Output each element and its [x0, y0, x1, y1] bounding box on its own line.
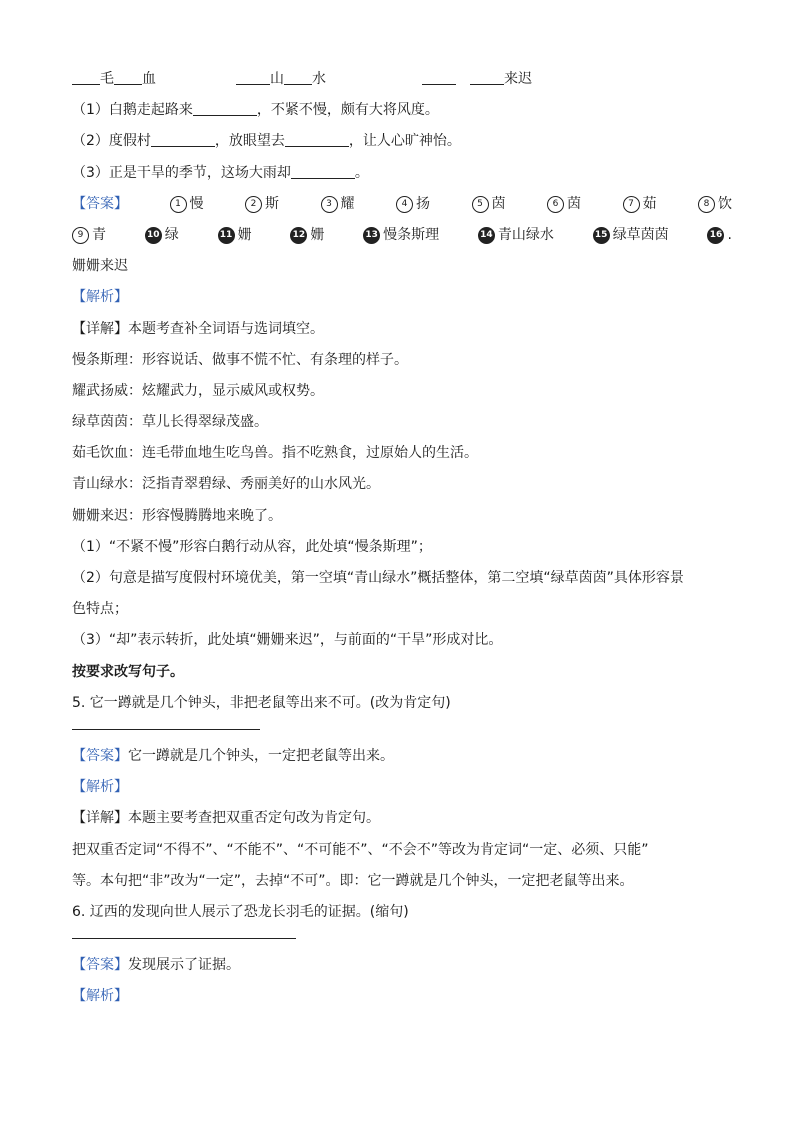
circled-number: 11 — [218, 227, 235, 244]
answer-line[interactable] — [72, 928, 296, 939]
circled-number: 3 — [321, 196, 338, 213]
answer-item: 14 青山绿水 — [478, 220, 554, 251]
circled-number: 14 — [478, 227, 495, 244]
question-2: （2）度假村 ，放眼望去 ，让人心旷神怡。 — [72, 126, 732, 157]
answer-line-q5: 【答案】它一蹲就是几个钟头，一定把老鼠等出来。 — [72, 747, 394, 764]
answer-item: 5 茵 — [472, 189, 506, 220]
definition-line: 耀武扬威：炫耀武力，显示威风或权势。 — [72, 382, 324, 399]
idiom-char: 来迟 — [504, 71, 532, 87]
answer-tag: 【答案】 — [72, 195, 128, 212]
circled-number: 16 — [707, 227, 724, 244]
question-5: 5. 它一蹲就是几个钟头，非把老鼠等出来不可。(改为肯定句) — [72, 694, 451, 711]
blank[interactable] — [470, 68, 504, 85]
idiom-char: 山 — [270, 71, 284, 87]
section-title: 按要求改写句子。 — [72, 663, 184, 680]
idiom-char: 血 — [142, 71, 156, 87]
answer-item: 12 姗 — [290, 220, 324, 251]
answer-item: 6 茵 — [547, 189, 581, 220]
answer-line-q6: 【答案】发现展示了证据。 — [72, 957, 240, 974]
detail-line: 【详解】本题主要考查把双重否定句改为肯定句。 — [72, 810, 380, 827]
circled-number: 4 — [396, 196, 413, 213]
circled-number: 8 — [698, 196, 715, 213]
blank[interactable] — [422, 68, 456, 85]
answer-line[interactable] — [72, 719, 260, 730]
blank[interactable] — [151, 130, 215, 147]
explain-line: （1）“不紧不慢”形容白鹅行动从容，此处填“慢条斯理”； — [72, 538, 432, 555]
analysis-tag: 【解析】 — [72, 289, 128, 306]
idiom-char: 毛 — [100, 71, 114, 87]
answer-item: 4 扬 — [396, 189, 430, 220]
blank[interactable] — [236, 68, 270, 85]
document-page — [72, 64, 732, 1012]
idiom-char: 水 — [312, 71, 326, 87]
definition-line: 茹毛饮血：连毛带血地生吃鸟兽。指不吃熟食，过原始人的生活。 — [72, 445, 478, 462]
idiom-blanks-row — [72, 64, 732, 95]
answer-wrap: 姗姗来迟 — [72, 258, 128, 275]
analysis-tag: 【解析】 — [72, 988, 128, 1005]
answer-item: 9 青 — [72, 220, 106, 251]
answer-item: 1 慢 — [170, 189, 204, 220]
answer-row-2 — [72, 220, 732, 251]
circled-number: 13 — [363, 227, 380, 244]
definition-line: 慢条斯理：形容说话、做事不慌不忙、有条理的样子。 — [72, 351, 408, 368]
answer-item: 3 耀 — [321, 189, 355, 220]
circled-number: 5 — [472, 196, 489, 213]
blank[interactable] — [291, 162, 355, 179]
circled-number: 12 — [290, 227, 307, 244]
explain-line: 把双重否定词“不得不”、“不能不”、“不可能不”、“不会不”等改为肯定词“一定、必须、只能” — [72, 841, 649, 858]
circled-number: 1 — [170, 196, 187, 213]
definition-line: 青山绿水：泛指青翠碧绿、秀丽美好的山水风光。 — [72, 476, 380, 493]
question-1: （1）白鹅走起路来 ，不紧不慢，颇有大将风度。 — [72, 95, 732, 126]
analysis-tag: 【解析】 — [72, 779, 128, 796]
definition-line: 姗姗来迟：形容慢腾腾地来晚了。 — [72, 507, 282, 524]
explain-line: 等。本句把“非”改为“一定”，去掉“不可”。即：它一蹲就是几个钟头，一定把老鼠等出来。 — [72, 872, 634, 889]
blank[interactable] — [284, 68, 312, 85]
blank[interactable] — [72, 68, 100, 85]
blank[interactable] — [193, 99, 257, 116]
answer-item: 10 绿 — [145, 220, 179, 251]
circled-number: 9 — [72, 227, 89, 244]
answer-item: 13 慢条斯理 — [363, 220, 439, 251]
answer-item: 2 斯 — [245, 189, 279, 220]
circled-number: 7 — [623, 196, 640, 213]
detail-line: 【详解】本题考查补全词语与选词填空。 — [72, 320, 324, 337]
answer-item: 16 . — [707, 220, 731, 251]
circled-number: 15 — [593, 227, 610, 244]
explain-line: （2）句意是描写度假村环境优美，第一空填“青山绿水”概括整体，第二空填“绿草茵茵”具体形容景 — [72, 570, 684, 586]
definition-line: 绿草茵茵：草儿长得翠绿茂盛。 — [72, 414, 268, 431]
explain-line: （3）“却”表示转折，此处填“姗姗来迟”，与前面的“干旱”形成对比。 — [72, 632, 503, 649]
answer-item: 7 茹 — [623, 189, 657, 220]
circled-number: 2 — [245, 196, 262, 213]
answer-row-1 — [72, 189, 732, 220]
blank[interactable] — [285, 130, 349, 147]
circled-number: 6 — [547, 196, 564, 213]
question-3: （3）正是干旱的季节，这场大雨却 。 — [72, 158, 732, 189]
question-6: 6. 辽西的发现向世人展示了恐龙长羽毛的证据。(缩句) — [72, 903, 409, 920]
answer-item: 15 绿草茵茵 — [593, 220, 669, 251]
explain-line: 色特点； — [72, 601, 128, 618]
circled-number: 10 — [145, 227, 162, 244]
blank[interactable] — [114, 68, 142, 85]
answer-item: 8 饮 — [698, 189, 732, 220]
answer-item: 11 姗 — [218, 220, 252, 251]
